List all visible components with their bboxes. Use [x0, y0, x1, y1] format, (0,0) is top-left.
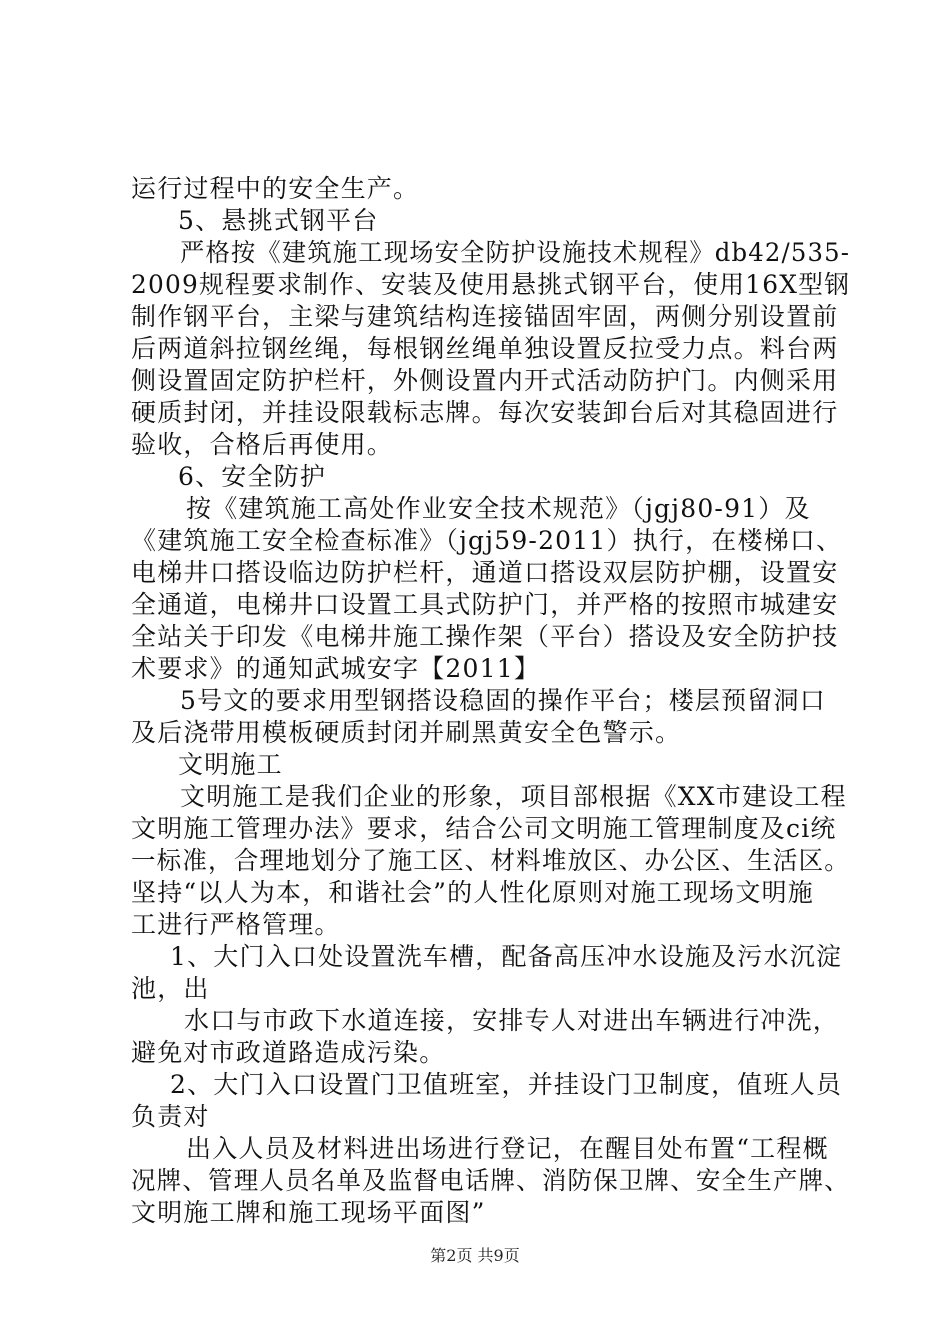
- text-line: 负责对: [131, 1102, 210, 1131]
- text-line: 电梯井口搭设临边防护栏杆，通道口搭设双层防护棚，设置安: [131, 558, 839, 587]
- text-line: 及后浇带用模板硬质封闭并刷黑黄安全色警示。: [131, 718, 682, 747]
- text-line: 况牌、管理人员名单及监督电话牌、消防保卫牌、安全生产牌、: [131, 1166, 850, 1195]
- text-line: 验收，合格后再使用。: [131, 430, 394, 459]
- text-line: 工进行严格管理。: [131, 910, 341, 939]
- text-line: 文明施工牌和施工现场平面图”: [131, 1198, 486, 1227]
- text-line: 2009规程要求制作、安装及使用悬挑式钢平台，使用16X型钢: [131, 270, 851, 299]
- text-line: 水口与市政下水道连接，安排专人对进出车辆进行冲洗，: [184, 1006, 840, 1035]
- text-line: 运行过程中的安全生产。: [131, 174, 420, 203]
- text-line: 全站关于印发《电梯井施工操作架（平台）搭设及安全防护技: [131, 622, 839, 651]
- text-line: 后两道斜拉钢丝绳，每根钢丝绳单独设置反拉受力点。料台两: [131, 334, 839, 363]
- section-heading: 文明施工: [178, 750, 283, 779]
- text-line: 硬质封闭，并挂设限载标志牌。每次安装卸台后对其稳固进行: [131, 398, 839, 427]
- text-line: 文明施工是我们企业的形象，项目部根据《XX市建设工程: [180, 782, 847, 811]
- text-line: 避免对市政道路造成污染。: [131, 1038, 446, 1067]
- text-line: 一标准，合理地划分了施工区、材料堆放区、办公区、生活区。: [131, 846, 850, 875]
- text-line: 术要求》的通知武城安字【2011】: [131, 654, 541, 683]
- text-line: 制作钢平台，主梁与建筑结构连接锚固牢固，两侧分别设置前: [131, 302, 839, 331]
- text-line: 出入人员及材料进出场进行登记，在醒目处布置“工程概: [186, 1134, 829, 1163]
- section-heading: 6、安全防护: [178, 462, 327, 491]
- text-line: 文明施工管理办法》要求，结合公司文明施工管理制度及ci统: [131, 814, 837, 843]
- text-line: 2、大门入口设置门卫值班室，并挂设门卫制度，值班人员: [170, 1070, 843, 1099]
- text-line: 侧设置固定防护栏杆，外侧设置内开式活动防护门。内侧采用: [131, 366, 839, 395]
- text-line: 5号文的要求用型钢搭设稳固的操作平台；楼层预留洞口: [180, 686, 826, 715]
- text-line: 按《建筑施工高处作业安全技术规范》（jgj80-91）及: [186, 494, 811, 523]
- text-line: 池，出: [131, 974, 210, 1003]
- text-line: 坚持“以人为本，和谐社会”的人性化原则对施工现场文明施: [131, 878, 814, 907]
- page-footer: 第2页 共9页: [430, 1246, 520, 1265]
- section-heading: 5、悬挑式钢平台: [178, 206, 379, 235]
- text-line: 《建筑施工安全检查标准》（jgj59-2011）执行，在楼梯口、: [131, 526, 843, 555]
- text-line: 全通道，电梯井口设置工具式防护门，并严格的按照市城建安: [131, 590, 839, 619]
- text-line: 严格按《建筑施工现场安全防护设施技术规程》db42/535-: [180, 238, 851, 267]
- text-line: 1、大门入口处设置洗车槽，配备高压冲水设施及污水沉淀: [170, 942, 843, 971]
